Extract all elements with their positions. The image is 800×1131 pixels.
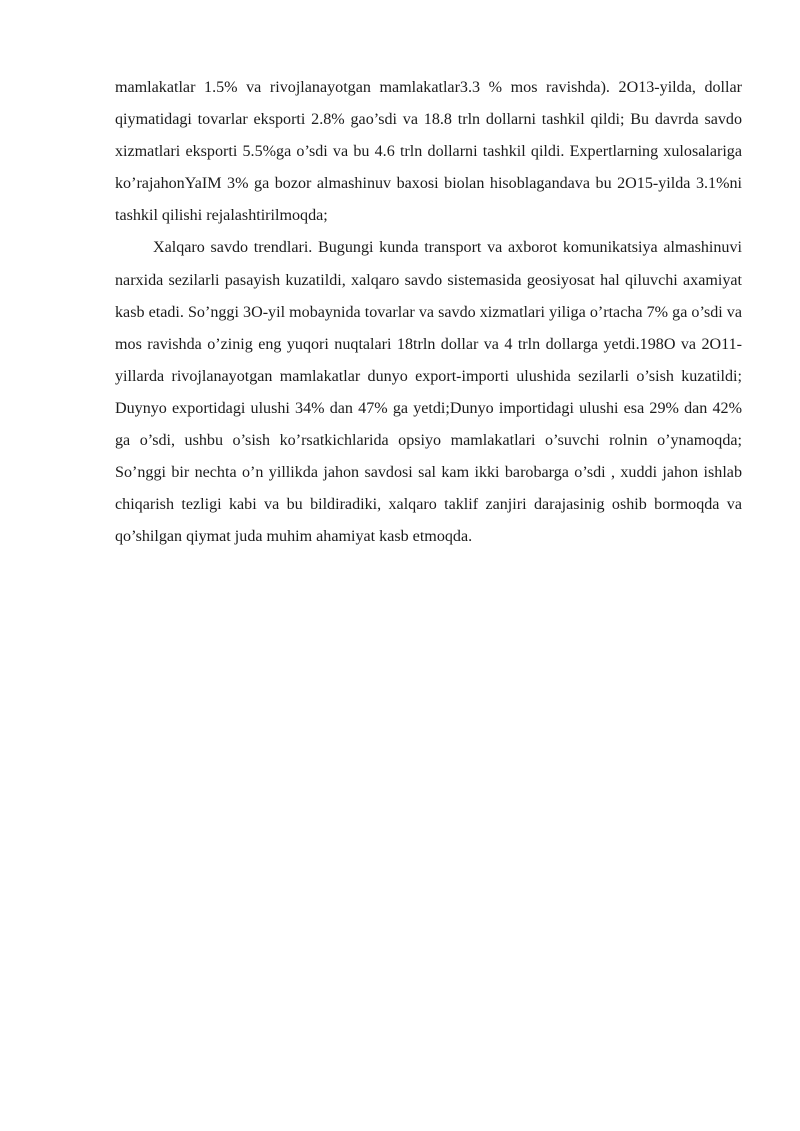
document-body bbox=[115, 72, 742, 553]
paragraph-trade-trends: Xalqaro savdo trendlari. Bugungi kunda transport va axborot komunikatsiya almashinuvi narxida sezilarli pasayish kuzatildi, xalqaro savdo sistemasida geosiyosat hal qiluvchi axamiyat kasb etadi. So’nggi 3O-yil mobaynida tovarlar va savdo xizmatlari yiliga o’rtacha 7% ga o’sdi va mos ravishda o’zinig eng yuqori nuqtalari 18trln dollar va 4 trln dollarga yetdi.198O va 2O11- yillarda rivojlanayotgan mamlakatlar dunyo export-importi ulushida sezilarli o’sish kuzatildi; Duynyo exportidagi ulushi 34% dan 47% ga yetdi;Dunyo importidagi ulushi esa 29% dan 42% ga o’sdi, ushbu o’sish ko’rsatkichlarida opsiyo mamlakatlari o’suvchi rolnin o’ynamoqda; So’nggi bir nechta o’n yillikda jahon savdosi sal kam ikki barobarga o’sdi , xuddi jahon ishlab chiqarish tezligi kabi va bu bildiradiki, xalqaro taklif zanjiri darajasinig oshib bormoqda va qo’shilgan qiymat juda muhim ahamiyat kasb etmoqda. bbox=[115, 239, 742, 546]
paragraph-continuation: mamlakatlar 1.5% va rivojlanayotgan mamlakatlar3.3 % mos ravishda). 2O13-yilda, dollar qiymatidagi tovarlar eksporti 2.8% gao’sdi va 18.8 trln dollarni tashkil qildi; Bu davrda savdo xizmatlari eksporti 5.5%ga o’sdi va bu 4.6 trln dollarni tashkil qildi. Expertlarning xulosalariga ko’rajahonYaIM 3% ga bozor almashinuv baxosi biolan hisoblagandava bu 2O15-yilda 3.1%ni tashkil qilishi rejalashtirilmoqda; bbox=[115, 79, 742, 225]
